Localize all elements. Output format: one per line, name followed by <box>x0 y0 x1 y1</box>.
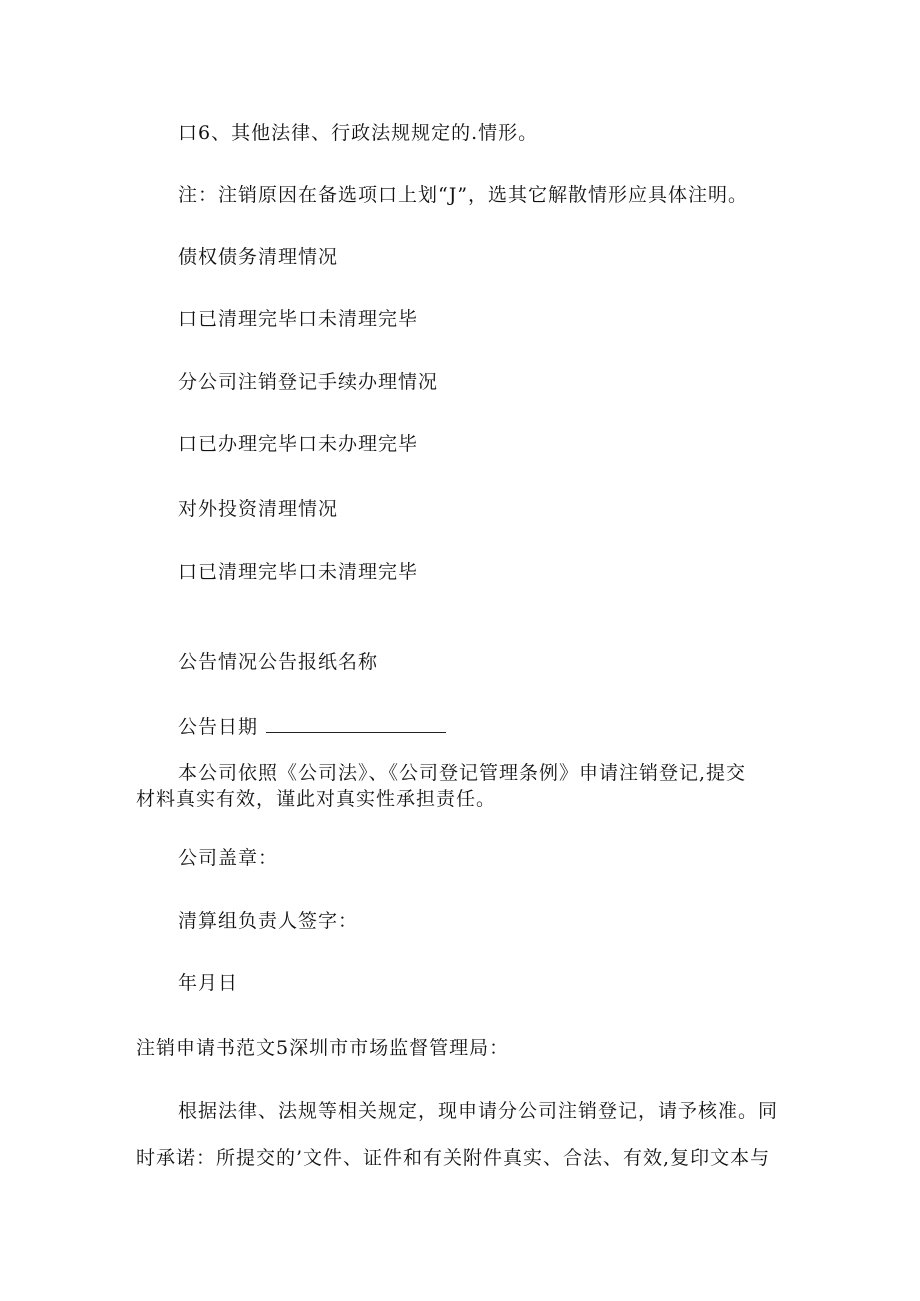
sample5-line-2: 时承诺：所提交的’文件、证件和有关附件真实、合法、有效,复印文本与 <box>136 1147 771 1169</box>
announcement-date-row <box>178 715 446 739</box>
sample5-line-1: 根据法律、法规等相关规定，现申请分公司注销登记，请予核准。同 <box>178 1100 779 1122</box>
investment-clearance-title: 对外投资清理情况 <box>178 498 339 520</box>
date-label: 年月日 <box>178 972 239 994</box>
announcement-date-label: 公告日期 <box>178 716 259 738</box>
debt-clearance-options: 口已清理完毕口未清理完毕 <box>178 308 419 330</box>
declaration-line-2: 材料真实有效，谨此对真实性承担责任。 <box>136 788 497 810</box>
declaration-paragraph <box>136 760 776 812</box>
investment-clearance-options: 口已清理完毕口未清理完毕 <box>178 561 419 583</box>
dissolution-reason-6: 口6、其他法律、行政法规规定的.情形。 <box>178 122 539 144</box>
checkbox-note: 注：注销原因在备选项口上划“J”，选其它解散情形应具体注明。 <box>178 184 749 206</box>
sample5-heading: 注销申请书范文5深圳市市场监督管理局： <box>136 1037 510 1059</box>
company-seal-label: 公司盖章： <box>178 847 279 869</box>
declaration-line-1: 本公司依照《公司法》、《公司登记管理条例》申请注销登记,提交 <box>178 762 747 784</box>
announcement-newspaper-label: 公告情况公告报纸名称 <box>178 651 379 673</box>
branch-deregistration-options: 口已办理完毕口未办理完毕 <box>178 433 419 455</box>
branch-deregistration-title: 分公司注销登记手续办理情况 <box>178 371 439 393</box>
announcement-date-blank <box>266 716 446 733</box>
leader-signature-label: 清算组负责人签字： <box>178 910 359 932</box>
debt-clearance-title: 债权债务清理情况 <box>178 246 339 268</box>
